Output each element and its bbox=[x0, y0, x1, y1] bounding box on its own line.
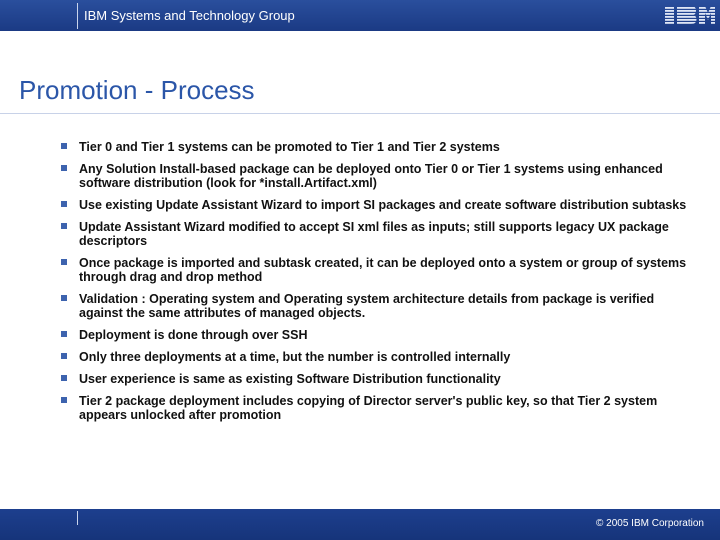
bullet-text: Any Solution Install-based package can be deployed onto Tier 0 or Tier 1 systems using enhanced software distribution (look for *install.Artifact.xml) bbox=[79, 162, 663, 190]
square-bullet-icon bbox=[61, 165, 67, 171]
bullet-text: Once package is imported and subtask created, it can be deployed onto a system or group of systems through drag and drop method bbox=[79, 256, 687, 284]
bullet-text: User experience is same as existing Software Distribution functionality bbox=[79, 372, 501, 386]
bullet-item bbox=[60, 350, 700, 364]
bullet-item bbox=[60, 328, 700, 342]
square-bullet-icon bbox=[61, 331, 67, 337]
copyright-text: © 2005 IBM Corporation bbox=[596, 518, 704, 529]
bullet-text: Use existing Update Assistant Wizard to import SI packages and create software distribution subtasks bbox=[79, 198, 687, 212]
bullet-list bbox=[60, 140, 700, 430]
square-bullet-icon bbox=[61, 223, 67, 229]
bullet-text: Tier 2 package deployment includes copying of Director server's public key, so that Tier 2 system appears unlocked after promotion bbox=[79, 394, 658, 422]
bullet-item bbox=[60, 198, 700, 212]
bullet-item bbox=[60, 140, 700, 154]
bullet-item bbox=[60, 220, 700, 248]
bullet-text: Only three deployments at a time, but the number is controlled internally bbox=[79, 350, 511, 364]
bullet-text: Update Assistant Wizard modified to accept SI xml files as inputs; still supports legacy UX package descriptors bbox=[79, 220, 669, 248]
bullet-item bbox=[60, 162, 700, 190]
slide-title: Promotion - Process bbox=[19, 75, 255, 105]
title-divider bbox=[0, 113, 720, 114]
footer-bar bbox=[0, 509, 720, 540]
bullet-item bbox=[60, 394, 700, 422]
square-bullet-icon bbox=[61, 201, 67, 207]
bullet-text: Tier 0 and Tier 1 systems can be promoted to Tier 1 and Tier 2 systems bbox=[79, 140, 500, 154]
bullet-item bbox=[60, 256, 700, 284]
square-bullet-icon bbox=[61, 259, 67, 265]
group-name: IBM Systems and Technology Group bbox=[84, 8, 295, 23]
header-divider bbox=[77, 3, 78, 29]
ibm-logo-icon bbox=[664, 4, 716, 26]
bullet-text: Deployment is done through over SSH bbox=[79, 328, 308, 342]
square-bullet-icon bbox=[61, 375, 67, 381]
bullet-text: Validation : Operating system and Operating system architecture details from package is verified against the same attributes of managed objects. bbox=[79, 292, 655, 320]
square-bullet-icon bbox=[61, 397, 67, 403]
square-bullet-icon bbox=[61, 143, 67, 149]
square-bullet-icon bbox=[61, 295, 67, 301]
square-bullet-icon bbox=[61, 353, 67, 359]
footer-divider bbox=[77, 511, 78, 525]
header-bar bbox=[0, 0, 720, 31]
bullet-item bbox=[60, 372, 700, 386]
bullet-item bbox=[60, 292, 700, 320]
